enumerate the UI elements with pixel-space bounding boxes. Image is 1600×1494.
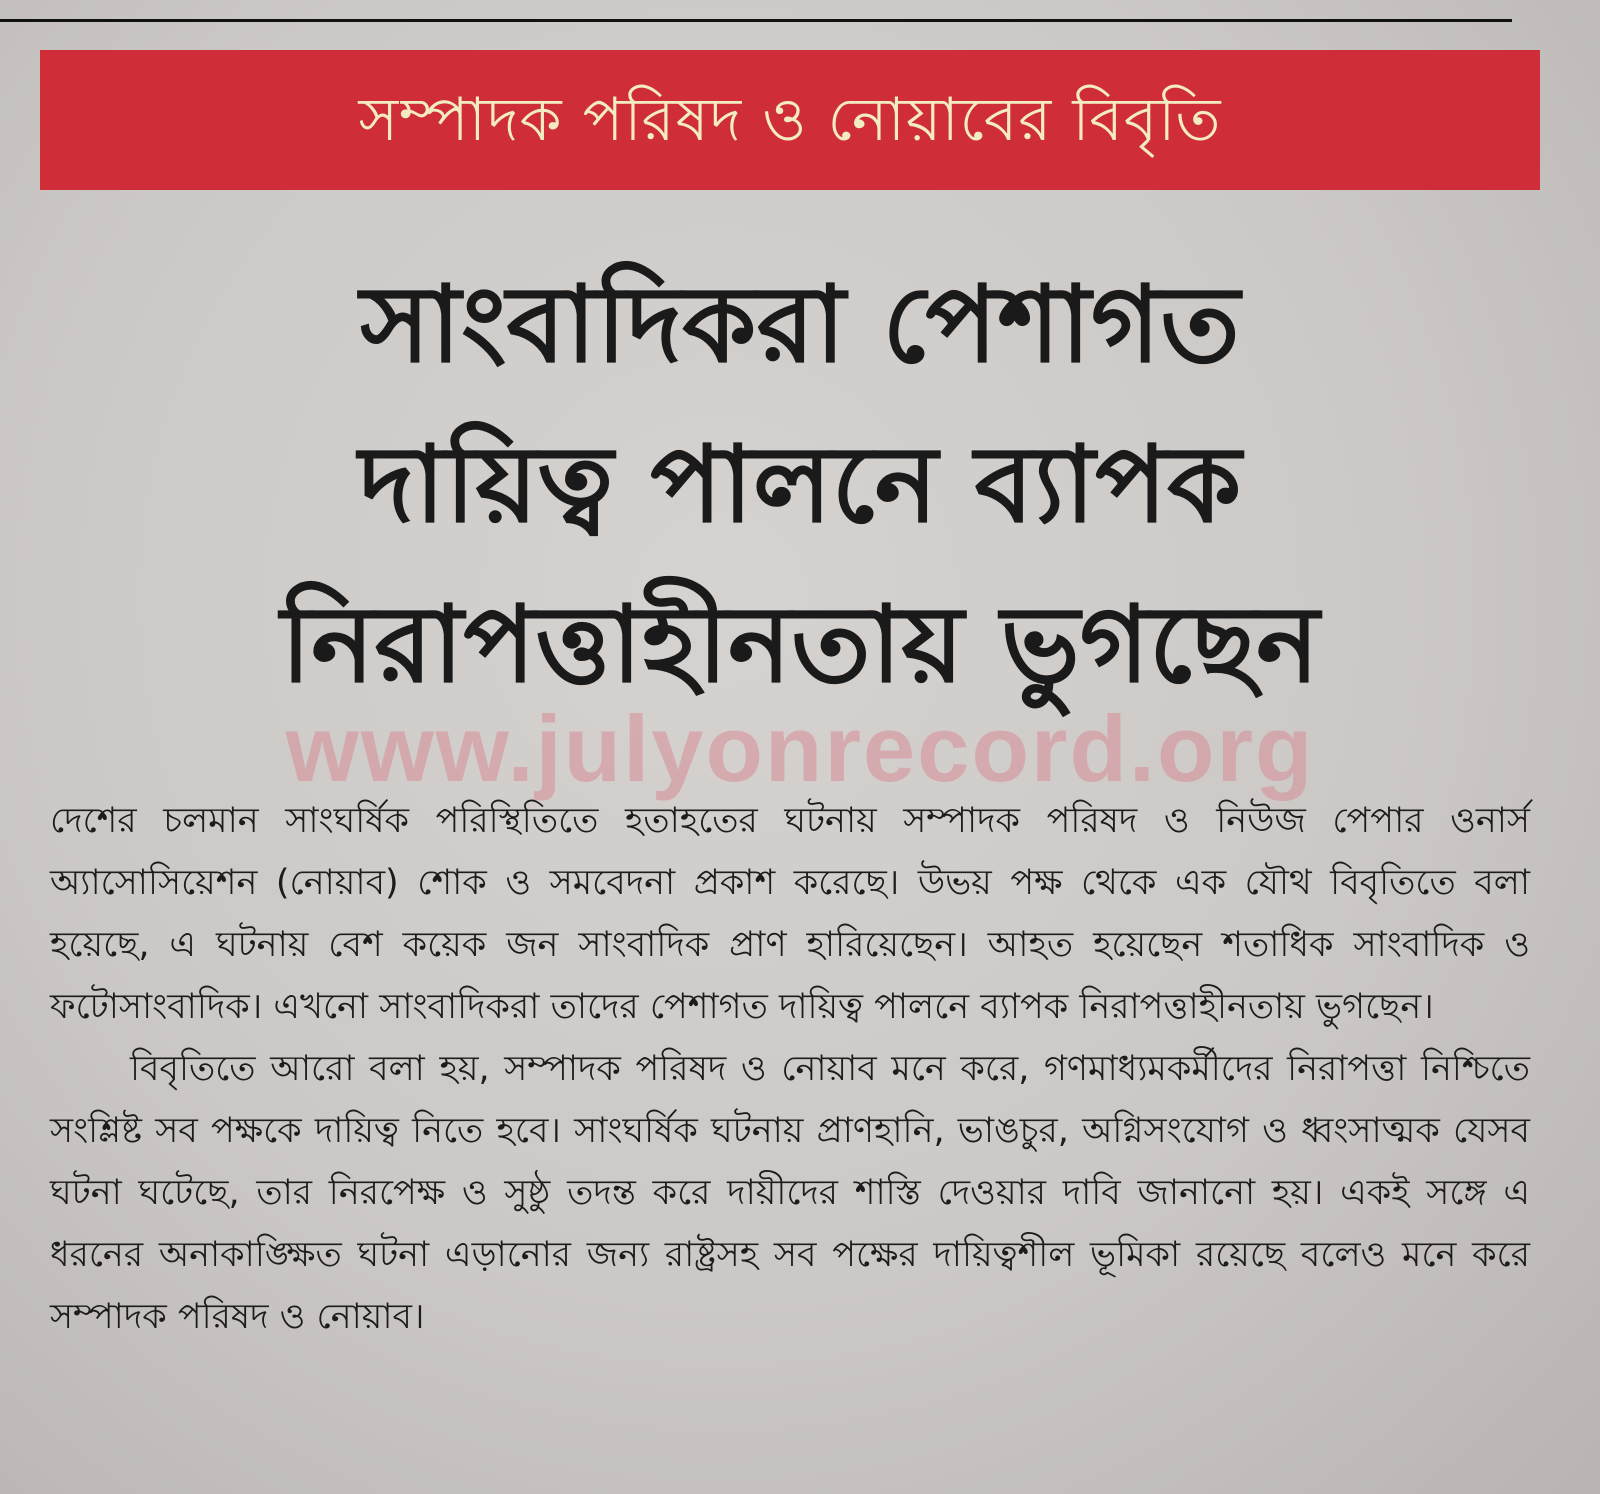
top-rule-divider <box>0 19 1512 22</box>
headline-line-2: দায়িত্ব পালনে ব্যাপক <box>358 423 1242 546</box>
paragraph-2: বিবৃতিতে আরো বলা হয়, সম্পাদক পরিষদ ও নোয়াব মনে করে, গণমাধ্যমকর্মীদের নিরাপত্তা নিশ্চিতে সংশ্লিষ্ট সব পক্ষকে দায়িত্ব নিতে হবে। সাংঘর্ষিক ঘটনায় প্রাণহানি, ভাঙচুর, অগ্নিসংযোগ ও ধ্বংসাত্মক যেসব ঘটনা ঘটেছে, তার নিরপেক্ষ ও সুষ্ঠু তদন্ত করে দায়ীদের শাস্তি দেওয়ার দাবি জানানো হয়। একই সঙ্গে এ ধরনের অনাকাঙ্ক্ষিত ঘটনা এড়ানোর জন্য রাষ্ট্রসহ সব পক্ষের দায়িত্বশীল ভূমিকা রয়েছে বলেও মনে করে সম্পাদক পরিষদ ও নোয়াব। <box>50 1049 1530 1337</box>
section-banner <box>40 50 1540 190</box>
headline <box>0 245 1600 725</box>
headline-line-1: সাংবাদিকরা পেশাগত <box>360 263 1240 386</box>
paragraph-1: দেশের চলমান সাংঘর্ষিক পরিস্থিতিতে হতাহতের ঘটনায় সম্পাদক পরিষদ ও নিউজ পেপার ওনার্স অ্যাসোসিয়েশন (নোয়াব) শোক ও সমবেদনা প্রকাশ করেছে। উভয় পক্ষ থেকে এক যৌথ বিবৃতিতে বলা হয়েছে, এ ঘটনায় বেশ কয়েক জন সাংবাদিক প্রাণ হারিয়েছেন। আহত হয়েছেন শতাধিক সাংবাদিক ও ফটোসাংবাদিক। এখনো সাংবাদিকরা তাদের পেশাগত দায়িত্ব পালনে ব্যাপক নিরাপত্তাহীনতায় ভুগছেন। <box>50 801 1530 1027</box>
headline-line-3: নিরাপত্তাহীনতায় ভুগছেন <box>280 583 1320 706</box>
banner-title: সম্পাদক পরিষদ ও নোয়াবের বিবৃতি <box>358 85 1222 155</box>
article-body <box>50 790 1530 1348</box>
watermark: www.julyonrecord.org <box>285 696 1315 801</box>
